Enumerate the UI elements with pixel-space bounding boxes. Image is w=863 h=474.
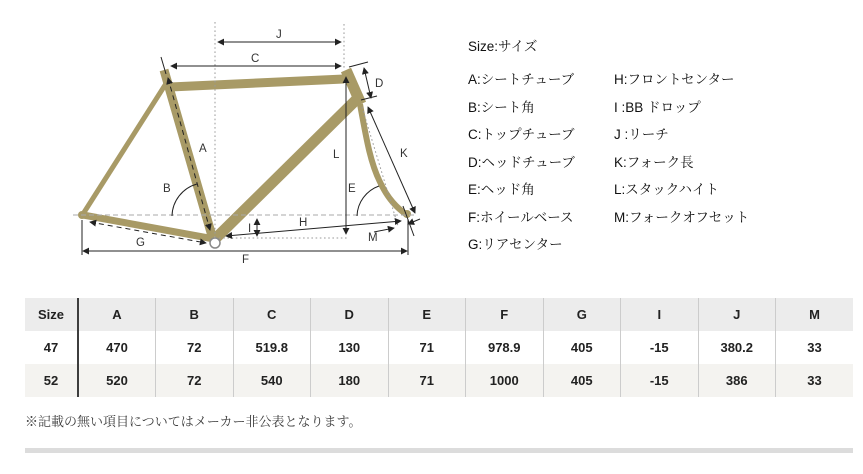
legend-item-k: K:フォーク長 [614, 154, 694, 170]
dim-label-h: H [299, 217, 308, 229]
col-header-size: Size [37, 307, 64, 322]
dim-label-l: L [333, 149, 340, 161]
geometry-table [25, 298, 853, 397]
cell-b: 72 [156, 331, 234, 364]
legend-item-l: L:スタックハイト [614, 182, 719, 197]
legend-title: Size:サイズ [468, 39, 538, 54]
dim-label-e: E [348, 183, 356, 195]
dim-label-b: B [163, 183, 171, 195]
cell-f: 1000 [466, 364, 544, 397]
dim-label-k: K [400, 148, 408, 160]
legend-item-i: I :BB ドロップ [614, 99, 701, 115]
cell-size: 47 [43, 340, 59, 355]
col-header-g: G [543, 298, 621, 331]
cell-m: 33 [776, 364, 854, 397]
legend-item-e: E:ヘッド角 [468, 182, 535, 197]
col-header-a: A [78, 298, 156, 331]
bike-geometry-diagram [0, 0, 470, 292]
cell-c: 519.8 [233, 331, 311, 364]
col-header-c: C [233, 298, 311, 331]
dim-label-a: A [199, 143, 207, 155]
dim-label-m: M [368, 232, 378, 244]
cell-b: 72 [156, 364, 234, 397]
frame-tubes [78, 70, 411, 248]
cell-j: 380.2 [698, 331, 776, 364]
dim-label-d: D [375, 78, 384, 90]
legend-item-j: J :リーチ [614, 127, 669, 142]
cell-d: 130 [311, 331, 389, 364]
dim-label-j: J [276, 29, 282, 41]
table-row [25, 331, 853, 364]
col-header-b: B [156, 298, 234, 331]
cell-d: 180 [311, 364, 389, 397]
col-header-j: J [698, 298, 776, 331]
footnote: ※記載の無い項目についてはメーカー非公表となります。 [25, 414, 362, 429]
legend-column-left [468, 71, 614, 264]
cell-i: -15 [621, 331, 699, 364]
legend-item-f: F:ホイールベース [468, 209, 574, 225]
bottom-divider-bar [25, 448, 853, 453]
table-row [25, 364, 853, 397]
cell-size: 52 [43, 373, 59, 388]
legend-item-h: H:フロントセンター [614, 72, 735, 87]
cell-e: 71 [388, 364, 466, 397]
col-header-m: M [776, 298, 854, 331]
legend-column-right [614, 71, 749, 264]
col-header-i: I [621, 298, 699, 331]
dim-label-i: I [248, 223, 252, 235]
dim-label-f: F [242, 254, 250, 266]
legend-item-g: G:リアセンター [468, 237, 563, 252]
cell-i: -15 [621, 364, 699, 397]
cell-e: 71 [388, 331, 466, 364]
cell-c: 540 [233, 364, 311, 397]
col-header-d: D [311, 298, 389, 331]
legend-item-c: C:トップチューブ [468, 127, 575, 142]
cell-f: 978.9 [466, 331, 544, 364]
cell-j: 386 [698, 364, 776, 397]
table-header-row [25, 298, 853, 331]
dim-label-c: C [251, 53, 260, 65]
geometry-legend [468, 38, 860, 264]
legend-item-b: B:シート角 [468, 99, 535, 115]
cell-a: 470 [78, 331, 156, 364]
cell-g: 405 [543, 364, 621, 397]
cell-m: 33 [776, 331, 854, 364]
bottom-bracket [210, 238, 220, 248]
col-header-e: E [388, 298, 466, 331]
legend-item-d: D:ヘッドチューブ [468, 154, 575, 170]
col-header-f: F [466, 298, 544, 331]
dim-label-g: G [136, 237, 145, 249]
cell-a: 520 [78, 364, 156, 397]
legend-item-m: M:フォークオフセット [614, 209, 750, 225]
cell-g: 405 [543, 331, 621, 364]
legend-item-a: A:シートチューブ [468, 72, 575, 87]
